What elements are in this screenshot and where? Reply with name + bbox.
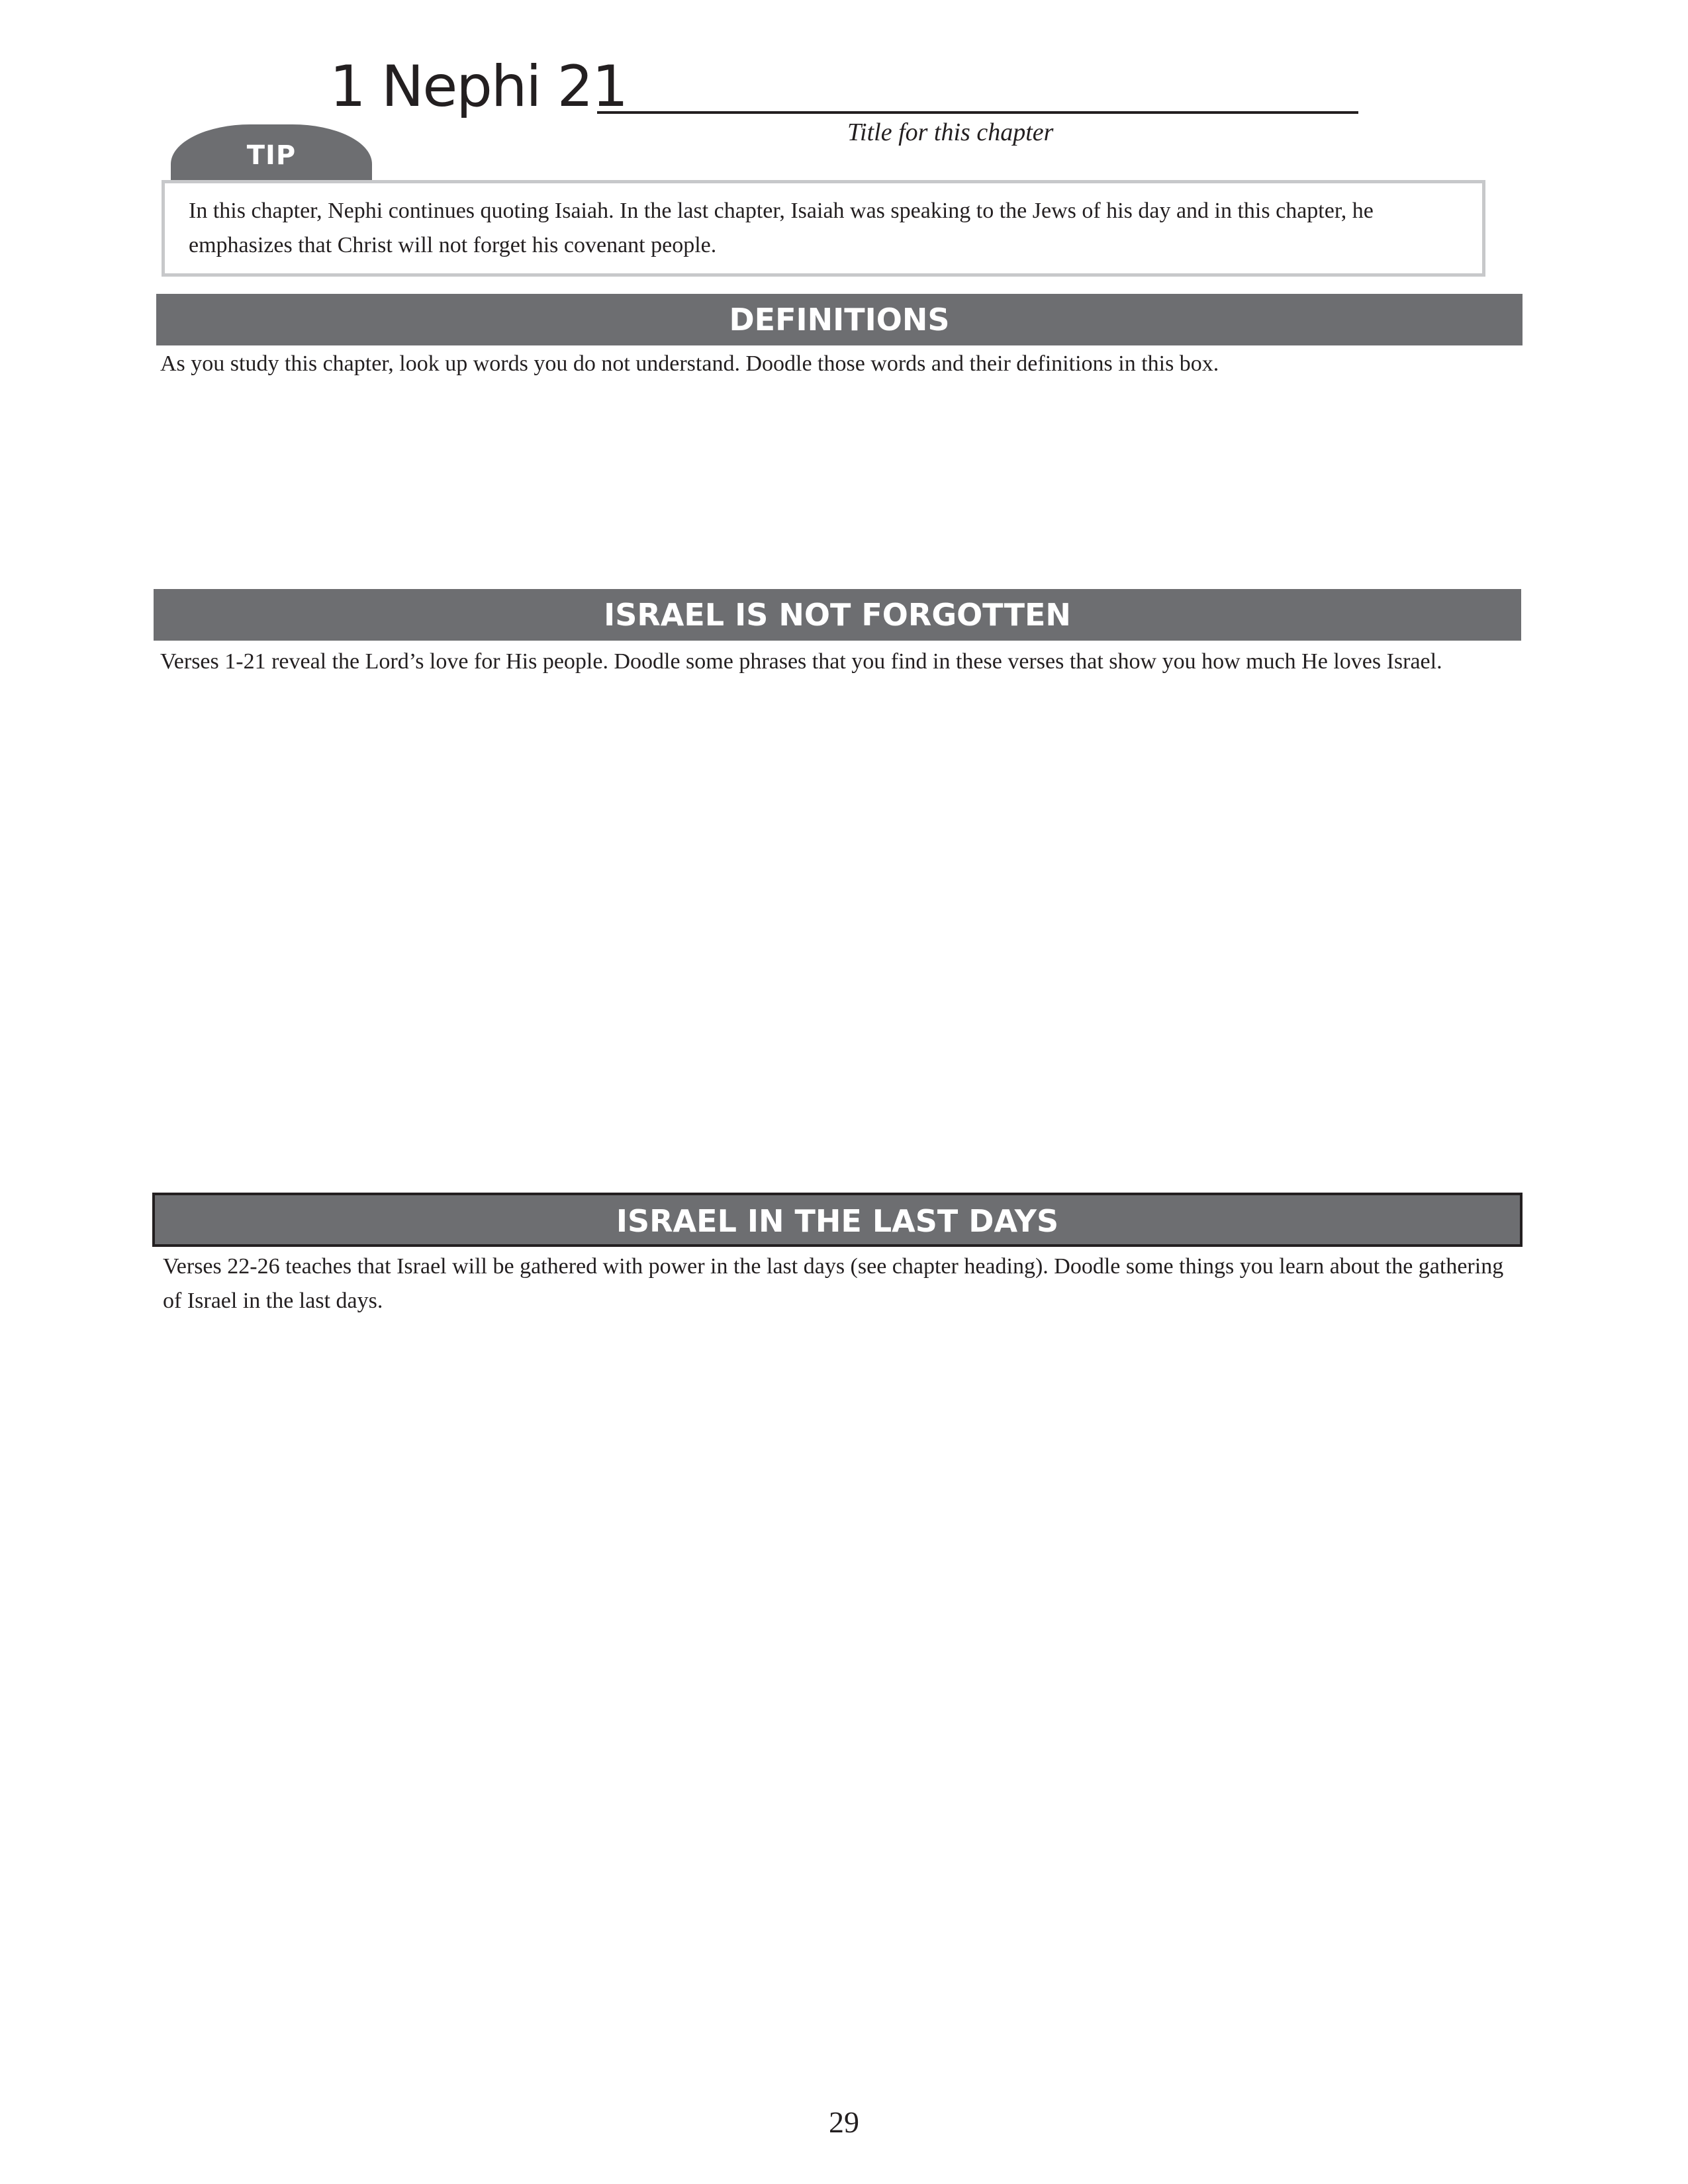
chapter-title-blank-line: [597, 111, 1358, 114]
israel-last-days-instructions: Verses 22-26 teaches that Israel will be gathered with power in the last days (see chapter heading). Doodle some things you learn about the gathering of Israel in the last days.: [163, 1254, 1504, 1313]
definitions-heading: DEFINITIONS: [729, 302, 950, 338]
israel-last-days-doodle-area[interactable]: [152, 1324, 1523, 2052]
chapter-title: 1 Nephi 21: [330, 54, 628, 120]
israel-last-days-heading-bar: [152, 1193, 1523, 1247]
israel-last-days-heading: ISRAEL IN THE LAST DAYS: [616, 1203, 1059, 1239]
definitions-doodle-area[interactable]: [156, 384, 1523, 582]
tip-box: [162, 180, 1485, 277]
israel-not-forgotten-heading: ISRAEL IS NOT FORGOTTEN: [604, 597, 1071, 633]
title-caption: Title for this chapter: [847, 118, 1054, 146]
tip-text: In this chapter, Nephi continues quoting Isaiah. In the last chapter, Isaiah was speaking to the Jews of his day and in this chapter, he emphasizes that Christ will not forget his covenant people.: [189, 199, 1374, 257]
tip-tab: [171, 124, 372, 180]
israel-not-forgotten-instructions: Verses 1-21 reveal the Lord’s love for His people. Doodle some phrases that you find in these verses that show you how much He loves Israel.: [160, 649, 1442, 674]
israel-not-forgotten-heading-bar: [154, 589, 1521, 641]
page-number: 29: [829, 2105, 859, 2139]
definitions-heading-bar: [156, 294, 1523, 345]
definitions-instructions: As you study this chapter, look up words you do not understand. Doodle those words and their definitions in this box.: [160, 351, 1219, 376]
israel-not-forgotten-doodle-area[interactable]: [154, 682, 1521, 1178]
tip-label: TIP: [246, 140, 297, 171]
